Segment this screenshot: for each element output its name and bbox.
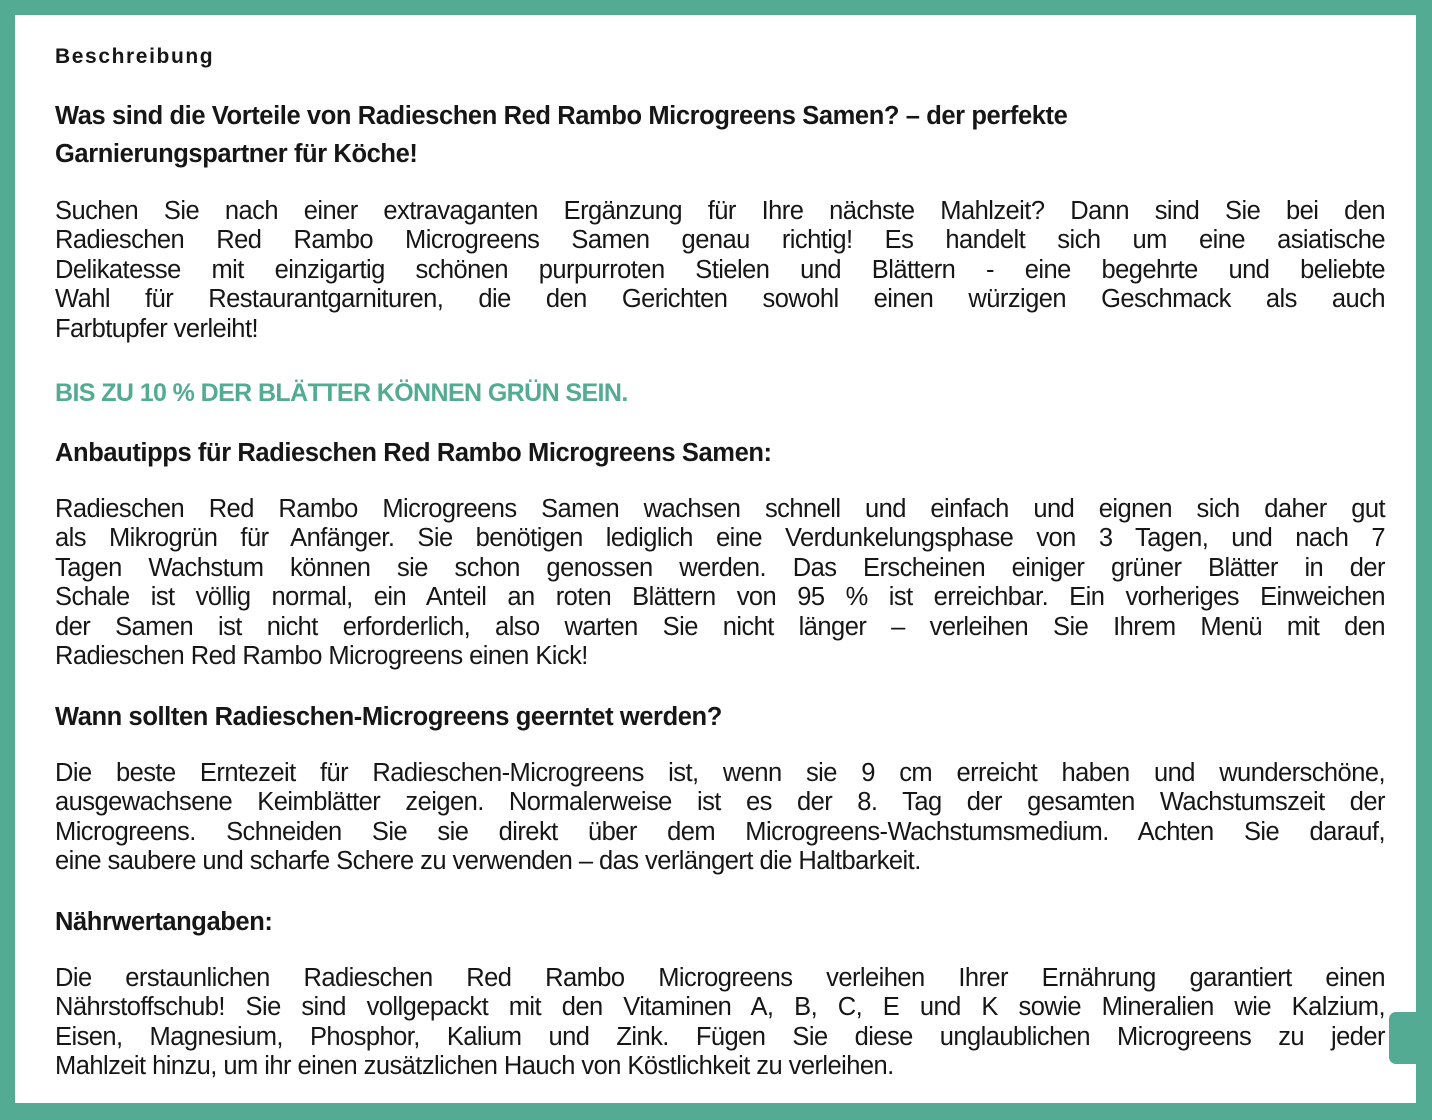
paragraph-line: Eisen, Magnesium, Phosphor, Kalium und Zink. Fügen Sie diese unglaublichen Microgreens zu jeder [55, 1022, 1385, 1051]
intro-heading [55, 97, 1385, 173]
paragraph-line: Nährstoffschub! Sie sind vollgepackt mit den Vitaminen A, B, C, E und K sowie Mineralien wie Kalzium, [55, 993, 1385, 1022]
paragraph-line: eine saubere und scharfe Schere zu verwenden – das verlängert die Haltbarkeit. [55, 847, 921, 876]
paragraph-line: Microgreens. Schneiden Sie sie direkt über dem Microgreens-Wachstumsmedium. Achten Sie darauf, [55, 817, 1385, 846]
paragraph-line: als Mikrogrün für Anfänger. Sie benötigen lediglich eine Verdunkelungsphase von 3 Tagen, und nach 7 [55, 524, 1385, 553]
intro-heading-line: Was sind die Vorteile von Radieschen Red Rambo Microgreens Samen? – der perfekte [55, 102, 1068, 130]
green-leaves-notice: BIS ZU 10 % DER BLÄTTER KÖNNEN GRÜN SEIN. [55, 379, 628, 407]
paragraph-line: ausgewachsene Keimblätter zeigen. Normalerweise ist es der 8. Tag der gesamten Wachstumszeit der [55, 788, 1385, 817]
intro-paragraph [55, 197, 1385, 344]
section-label: Beschreibung [55, 45, 215, 68]
harvest-paragraph [55, 759, 1385, 877]
growing-tips-paragraph [55, 495, 1385, 671]
paragraph-line: Farbtupfer verleiht! [55, 314, 259, 343]
paragraph-line: Radieschen Red Rambo Microgreens einen Kick! [55, 641, 588, 670]
paragraph-line: Schale ist völlig normal, ein Anteil an roten Blättern von 95 % ist erreichbar. Ein vorheriges Einweichen [55, 583, 1385, 612]
description-card [15, 15, 1416, 1103]
paragraph-line: Radieschen Red Rambo Microgreens Samen genau richtig! Es handelt sich um eine asiatische [55, 226, 1385, 255]
paragraph-line: Die beste Erntezeit für Radieschen-Microgreens ist, wenn sie 9 cm erreicht haben und wunderschöne, [55, 759, 1385, 787]
paragraph-line: Tagen Wachstum können sie schon genossen werden. Das Erscheinen einiger grüner Blätter in der [55, 553, 1385, 582]
growing-tips-heading: Anbautipps für Radieschen Red Rambo Microgreens Samen: [55, 439, 772, 467]
paragraph-line: Mahlzeit hinzu, um ihr einen zusätzlichen Hauch von Köstlichkeit zu verleihen. [55, 1052, 894, 1081]
paragraph-line: Wahl für Restaurantgarnituren, die den Gerichten sowohl einen würzigen Geschmack als auch [55, 285, 1385, 314]
nutrition-heading: Nährwertangaben: [55, 908, 273, 936]
paragraph-line: Suchen Sie nach einer extravaganten Ergänzung für Ihre nächste Mahlzeit? Dann sind Sie bei den [55, 197, 1385, 225]
side-tab-handle[interactable] [1389, 1012, 1432, 1064]
harvest-heading: Wann sollten Radieschen-Microgreens geerntet werden? [55, 703, 722, 731]
paragraph-line: der Samen ist nicht erforderlich, also warten Sie nicht länger – verleihen Sie Ihrem Menü mit den [55, 612, 1385, 641]
paragraph-line: Radieschen Red Rambo Microgreens Samen wachsen schnell und einfach und eignen sich daher gut [55, 495, 1385, 523]
intro-heading-line: Garnierungspartner für Köche! [55, 140, 418, 168]
paragraph-line: Delikatesse mit einzigartig schönen purpurroten Stielen und Blättern - eine begehrte und beliebte [55, 255, 1385, 284]
paragraph-line: Die erstaunlichen Radieschen Red Rambo Microgreens verleihen Ihrer Ernährung garantiert einen [55, 964, 1385, 992]
nutrition-paragraph [55, 964, 1385, 1082]
